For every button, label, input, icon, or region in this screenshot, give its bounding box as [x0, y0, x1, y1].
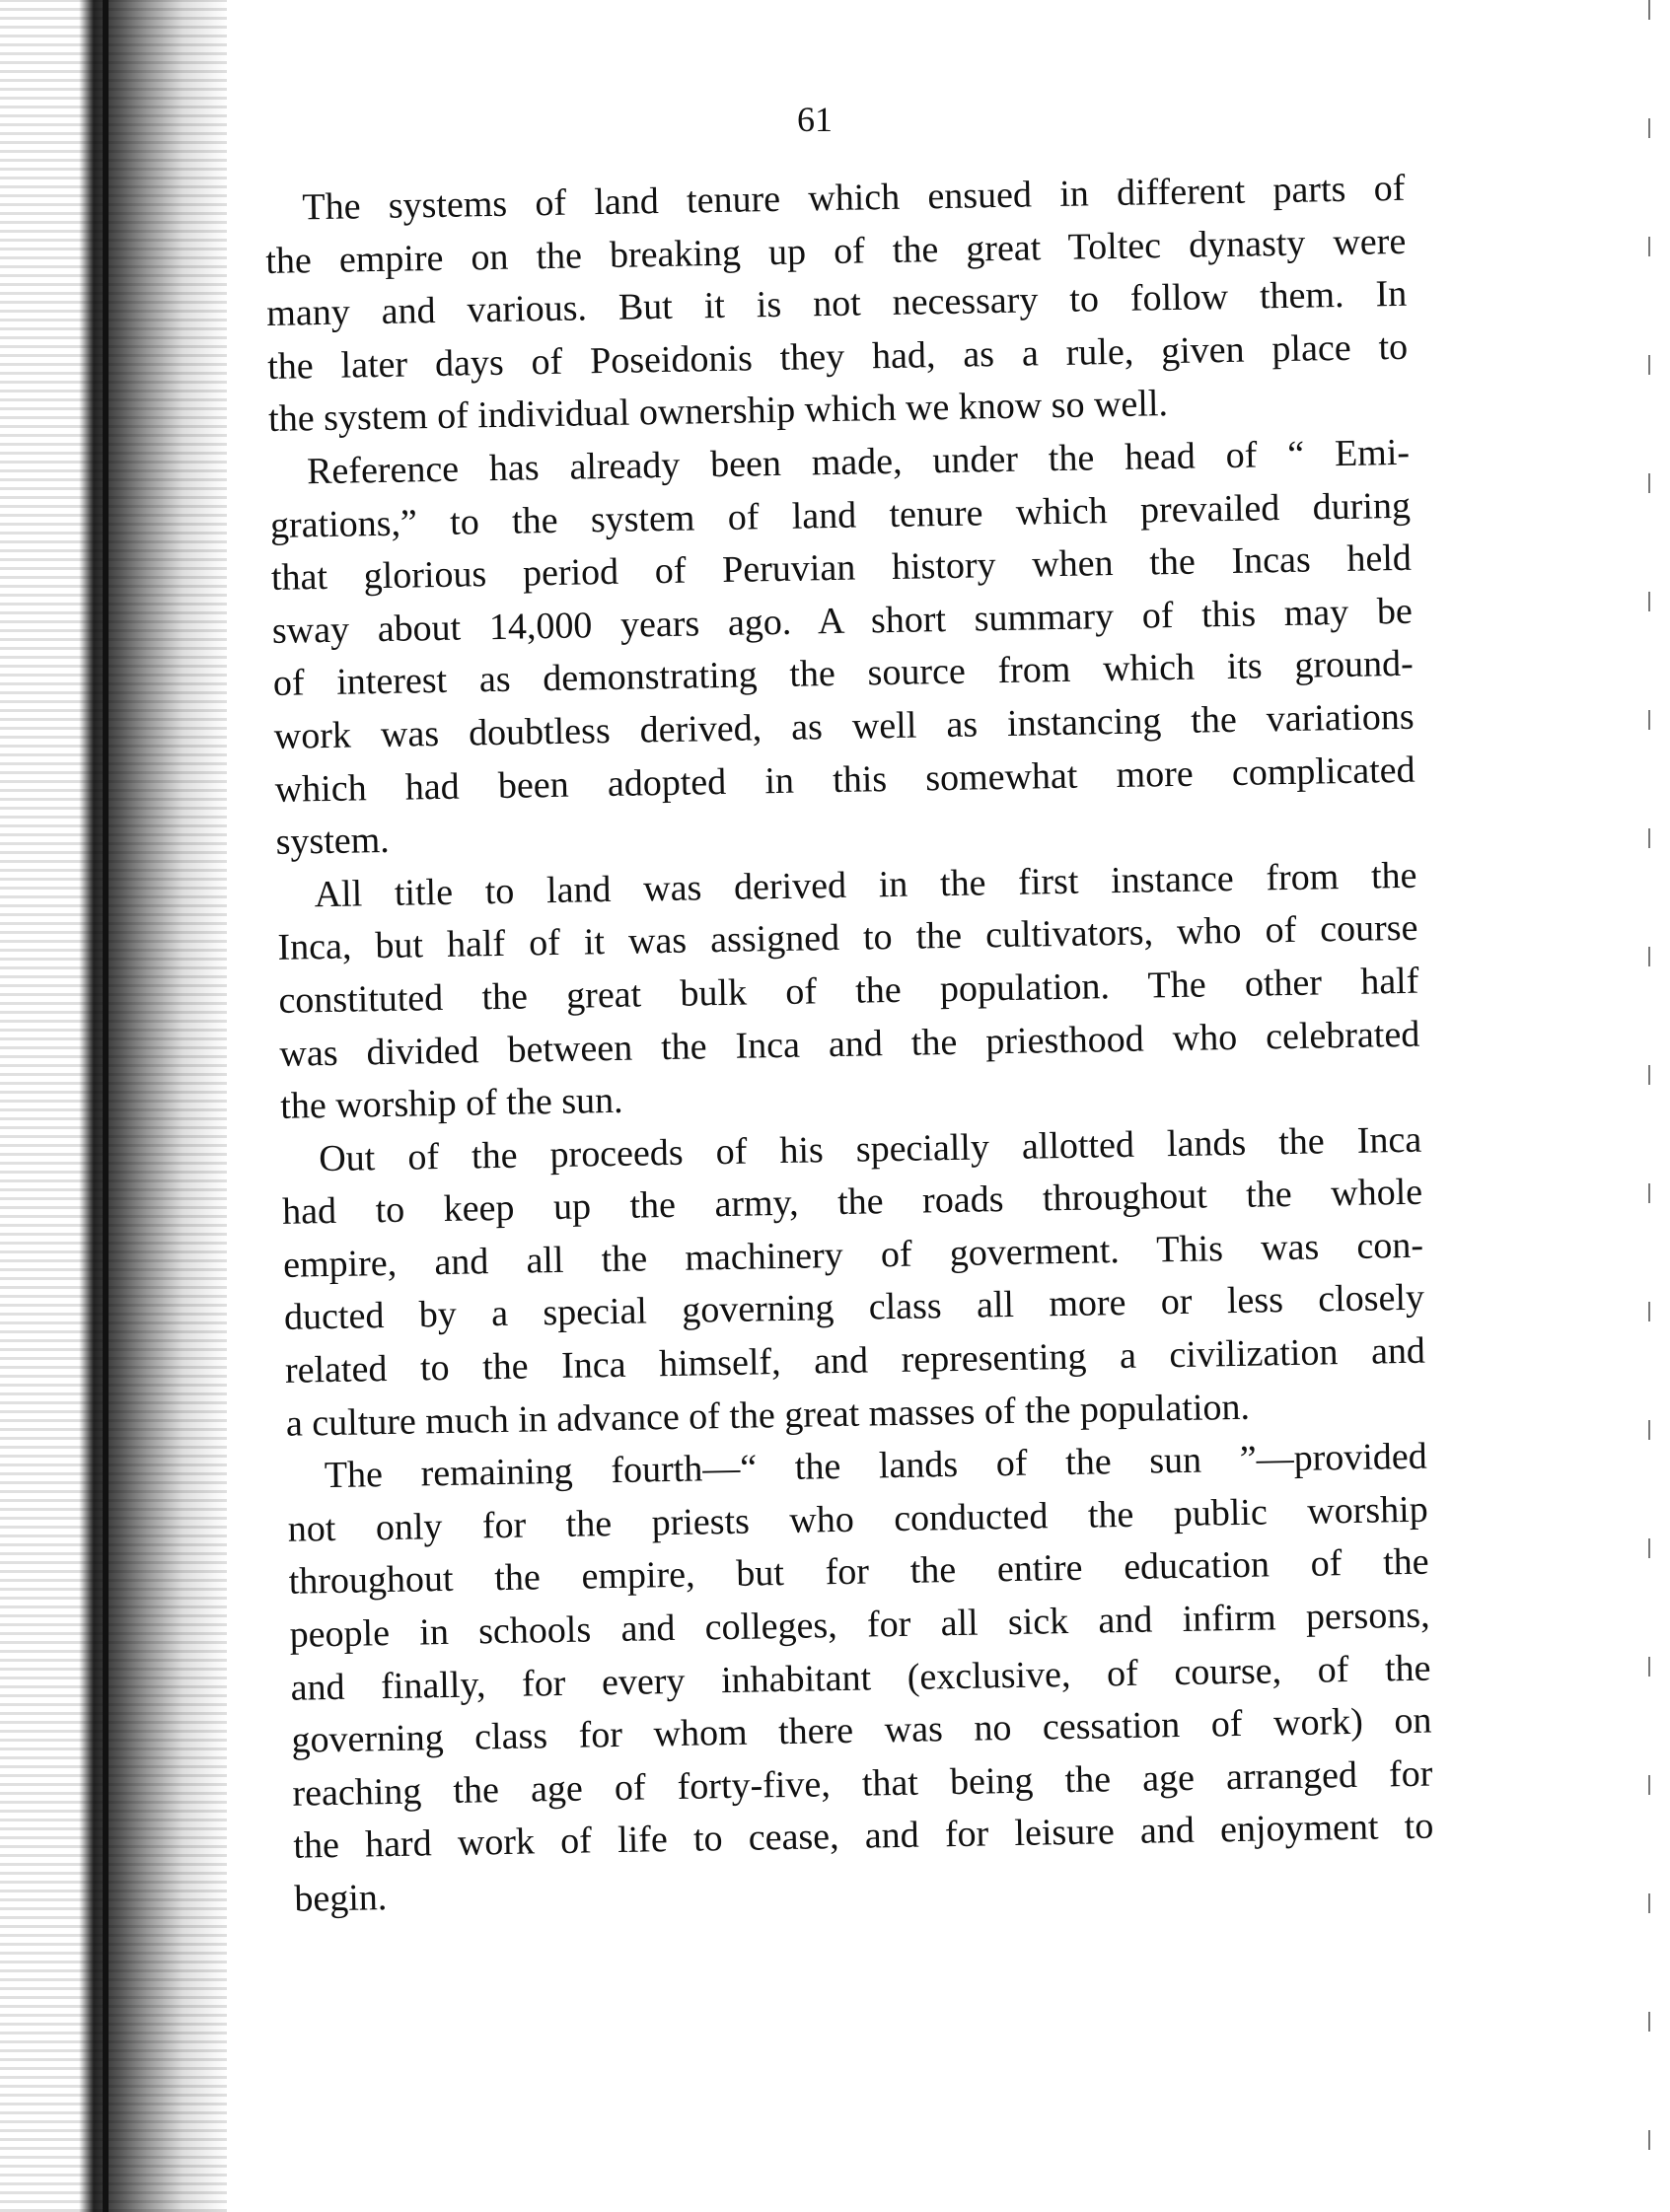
text-line: begin. [294, 1877, 388, 1920]
text-line: The systems of land tenure which ensued in different parts of [302, 167, 1406, 229]
text-line: Inca, but half of it was assigned to the cultivators, who of course [277, 907, 1418, 969]
text-line: not only for the priests who conducted the public worship [287, 1488, 1429, 1550]
text-line: the system of individual ownership which we know so well. [267, 383, 1169, 441]
text-line: had to keep up the army, the roads throughout the whole [281, 1171, 1423, 1234]
text-line: throughout the empire, but for the entire education of the [288, 1541, 1429, 1604]
text-line: system. [275, 820, 391, 864]
paragraph [276, 849, 1421, 1133]
text-line: work was doubtless derived, as well as instancing the variations [273, 695, 1415, 757]
text-line: Out of the proceeds of his specially allotted lands the Inca [318, 1118, 1422, 1179]
binding-edge [103, 0, 109, 2212]
text-line: constituted the great bulk of the population. The other half [278, 960, 1419, 1022]
text-line: grations,” to the system of land tenure which prevailed during [269, 484, 1412, 546]
text-line: the later days of Poseidonis they had, as a rule, given place to [266, 325, 1409, 388]
text-line: people in schools and colleges, for all sick and infirm persons, [289, 1594, 1430, 1656]
paragraph [281, 1113, 1426, 1451]
paragraph [264, 163, 1410, 447]
text-line: that glorious period of Peruvian history when the Incas held [270, 536, 1413, 600]
text-line: the hard work of life to cease, and for leisure and enjoyment to [293, 1805, 1434, 1868]
text-line: many and various. But it is not necessary to follow them. In [265, 272, 1408, 335]
text-line: Reference has already been made, under the head of “ Emi- [306, 431, 1411, 493]
text-line: All title to land was derived in the first instance from the [314, 854, 1417, 915]
text-line: governing class for whom there was no cessation of work) on [291, 1699, 1432, 1761]
text-line: of interest as demonstrating the source from which its ground- [272, 643, 1415, 705]
page-edge [1648, 0, 1650, 2212]
text-line: ducted by a special governing class all more or less closely [283, 1277, 1425, 1339]
text-line: sway about 14,000 years ago. A short summary of this may be [271, 590, 1414, 652]
text-line: related to the Inca himself, and representing a civilization and [284, 1329, 1426, 1391]
text-line: The remaining fourth—“ the lands of the sun ”—provided [324, 1435, 1428, 1497]
text-line: reaching the age of forty-five, that being the age arranged for [292, 1752, 1433, 1815]
body-text [264, 163, 1435, 1926]
text-line: which had been adopted in this somewhat more complicated [274, 749, 1416, 811]
book-binding-shadow [0, 0, 227, 2212]
text-line: was divided between the Inca and the priesthood who celebrated [279, 1013, 1420, 1075]
text-line: empire, and all the machinery of goverment. This was con- [282, 1224, 1424, 1286]
page-number: 61 [797, 100, 833, 139]
text-line: the worship of the sun. [279, 1079, 623, 1127]
paragraph [286, 1431, 1434, 1926]
text-line: a culture much in advance of the great masses of the population. [285, 1386, 1251, 1445]
text-line: and finally, for every inhabitant (exclusive, of course, of the [290, 1647, 1431, 1709]
paragraph [269, 427, 1416, 870]
text-line: the empire on the breaking up of the great Toltec dynasty were [265, 220, 1407, 282]
